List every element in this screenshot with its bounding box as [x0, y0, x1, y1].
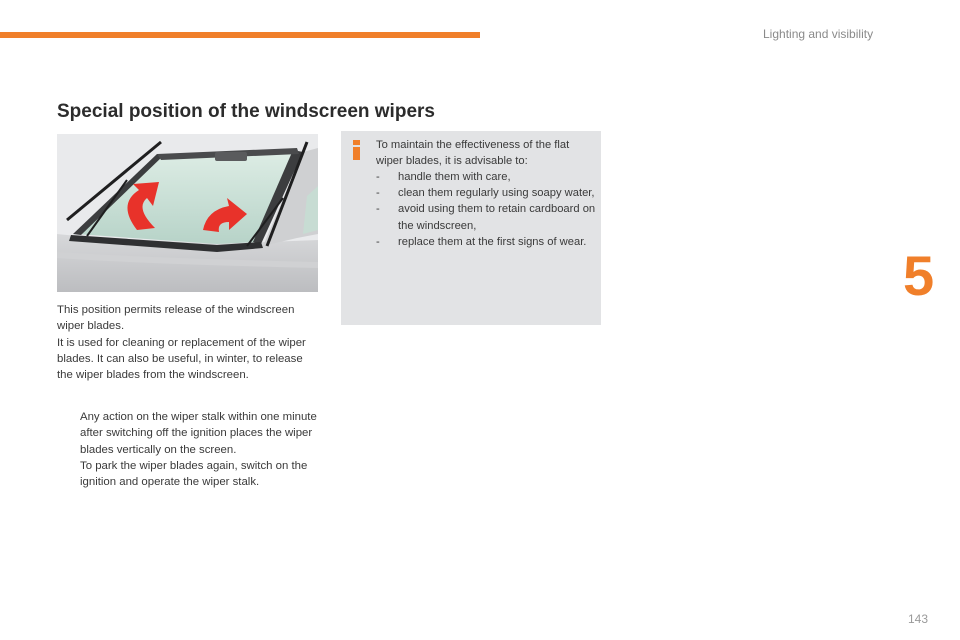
action-item [57, 409, 319, 458]
action-text: Any action on the wiper stalk within one minute after switching off the ignition places the wiper blades vertically on the screen. [80, 411, 317, 456]
info-intro: To maintain the effectiveness of the flat wiper blades, it is advisable to: [376, 139, 570, 168]
page-title: Special position of the windscreen wipers [57, 101, 435, 122]
rear-view-mirror [215, 152, 247, 161]
info-text: clean them regularly using soapy water, [398, 187, 595, 200]
info-list [376, 169, 596, 250]
info-dash: - [376, 171, 380, 183]
info-dash: - [376, 187, 380, 200]
description-text [57, 302, 319, 383]
info-text: handle them with care, [398, 171, 511, 183]
info-item [376, 201, 596, 233]
header-accent-bar [0, 32, 480, 38]
action-item [57, 458, 319, 491]
info-item [376, 169, 596, 185]
chapter-number: 5 [903, 244, 935, 307]
info-text: replace them at the first signs of wear. [398, 235, 587, 248]
info-dash: - [376, 235, 380, 248]
description-paragraph: This position permits release of the windscreen wiper blades. [57, 304, 295, 333]
info-item [376, 185, 596, 201]
action-list [57, 409, 319, 490]
info-item [376, 234, 596, 250]
info-icon [352, 140, 362, 160]
info-text: avoid using them to retain cardboard on the windscreen, [398, 203, 596, 232]
description-paragraph: It is used for cleaning or replacement of the wiper blades. It can also be useful, in winter, to release the wiper blades from the windscreen. [57, 336, 306, 382]
info-box [341, 131, 601, 325]
action-text: To park the wiper blades again, switch on the ignition and operate the wiper stalk. [80, 459, 308, 489]
section-header: Lighting and visibility [763, 27, 874, 41]
info-dash: - [376, 203, 380, 216]
windscreen-wiper-illustration [57, 134, 318, 292]
page-number: 143 [908, 612, 929, 626]
